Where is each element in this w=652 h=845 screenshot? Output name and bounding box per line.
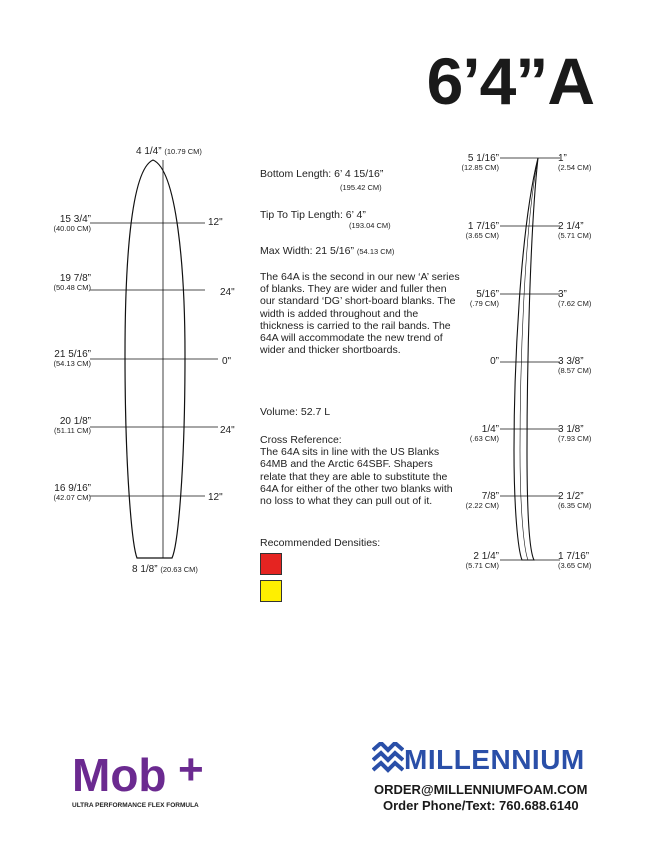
page-title: 6’4”A <box>426 44 594 118</box>
density-swatch-yellow <box>260 580 282 602</box>
rocker-right-label: 3 1/8” (7.93 CM) <box>558 424 592 443</box>
mob-logo <box>72 745 204 801</box>
densities-title: Recommended Densities: <box>260 537 381 549</box>
right-mark-label: 12" <box>208 217 223 228</box>
right-mark-label: 24" <box>220 425 235 436</box>
left-width-label: 20 1/8” (51.11 CM) <box>54 416 91 435</box>
max-width-cm: (54.13 CM) <box>356 247 395 256</box>
rocker-left-label: 5 1/16” (12.85 CM) <box>461 153 499 172</box>
density-swatch-red <box>260 553 282 575</box>
mob-logo-plus: + <box>178 745 204 794</box>
rocker-right-label: 1 7/16” (3.65 CM) <box>558 551 592 570</box>
rocker-diagram <box>500 150 560 570</box>
mob-logo-text: Mob <box>72 749 167 801</box>
top-width-label: 4 1/4” (10.79 CM) <box>136 146 202 157</box>
bottom-length-cm: (195.42 CM) <box>340 183 382 192</box>
left-width-label: 15 3/4” (40.00 CM) <box>53 214 91 233</box>
rocker-right-label: 3 3/8” (8.57 CM) <box>558 356 592 375</box>
right-mark-label: 0" <box>222 356 232 367</box>
bottom-length: Bottom Length: 6’ 4 15/16” <box>260 168 384 180</box>
left-width-label: 21 5/16” (54.13 CM) <box>53 349 91 368</box>
cross-reference <box>260 434 460 507</box>
millennium-logo-text: MILLENNIUM <box>404 744 585 775</box>
bottom-width-label: 8 1/8” (20.63 CM) <box>132 564 198 575</box>
contact-email[interactable]: ORDER@MILLENNIUMFOAM.COM <box>374 782 588 797</box>
volume: Volume: 52.7 L <box>260 406 331 418</box>
left-width-label: 16 9/16” (42.07 CM) <box>53 483 91 502</box>
right-mark-label: 24" <box>220 287 235 298</box>
rocker-right-label: 2 1/4” (5.71 CM) <box>558 221 592 240</box>
rocker-left-label: 5/16” (.79 CM) <box>469 289 499 308</box>
rocker-left-label: 1/4” (.63 CM) <box>469 424 499 443</box>
rocker-right-label: 1” (2.54 CM) <box>558 153 592 172</box>
rocker-gridlines <box>500 158 560 560</box>
cross-reference-title: Cross Reference: <box>260 434 342 446</box>
rocker-right-label: 3” (7.62 CM) <box>558 289 592 308</box>
mob-tagline: ULTRA PERFORMANCE FLEX FORMULA <box>72 802 199 809</box>
tip-to-tip-cm: (193.04 CM) <box>349 221 391 230</box>
rocker-left-label: 7/8” (2.22 CM) <box>465 491 499 510</box>
rocker-right-label: 2 1/2” (6.35 CM) <box>558 491 592 510</box>
description: The 64A is the second in our new ‘A’ series of blanks. They are wider and fuller then our standard ‘DG’ short-board blanks. The width is added throughout and the thickness is carried to the rail bands. The 64A will accommodate the new trend of wider and thicker shortboards. <box>260 271 460 357</box>
contact-phone: Order Phone/Text: 760.688.6140 <box>383 798 579 813</box>
cross-reference-text: The 64A sits in line with the US Blanks 64MB and the Arctic 64SBF. Shapers relate that they are able to substitute the 64A for either of the other two blanks with no loss to what they can pull out of it. <box>260 446 453 508</box>
rocker-shape <box>514 158 538 560</box>
outline-diagram <box>90 150 230 570</box>
rocker-deck-line <box>520 158 538 560</box>
outline-gridlines <box>90 223 218 496</box>
left-width-label: 19 7/8” (50.48 CM) <box>53 273 91 292</box>
rocker-left-label: 1 7/16” (3.65 CM) <box>465 221 499 240</box>
right-mark-label: 12" <box>208 492 223 503</box>
tip-to-tip-length: Tip To Tip Length: 6’ 4” <box>260 209 366 221</box>
max-width: Max Width: 21 5/16” (54.13 CM) <box>260 245 395 257</box>
rocker-left-label: 0” <box>490 356 499 367</box>
millennium-wave-icon <box>372 742 404 778</box>
rocker-left-label: 2 1/4” (5.71 CM) <box>465 551 499 570</box>
